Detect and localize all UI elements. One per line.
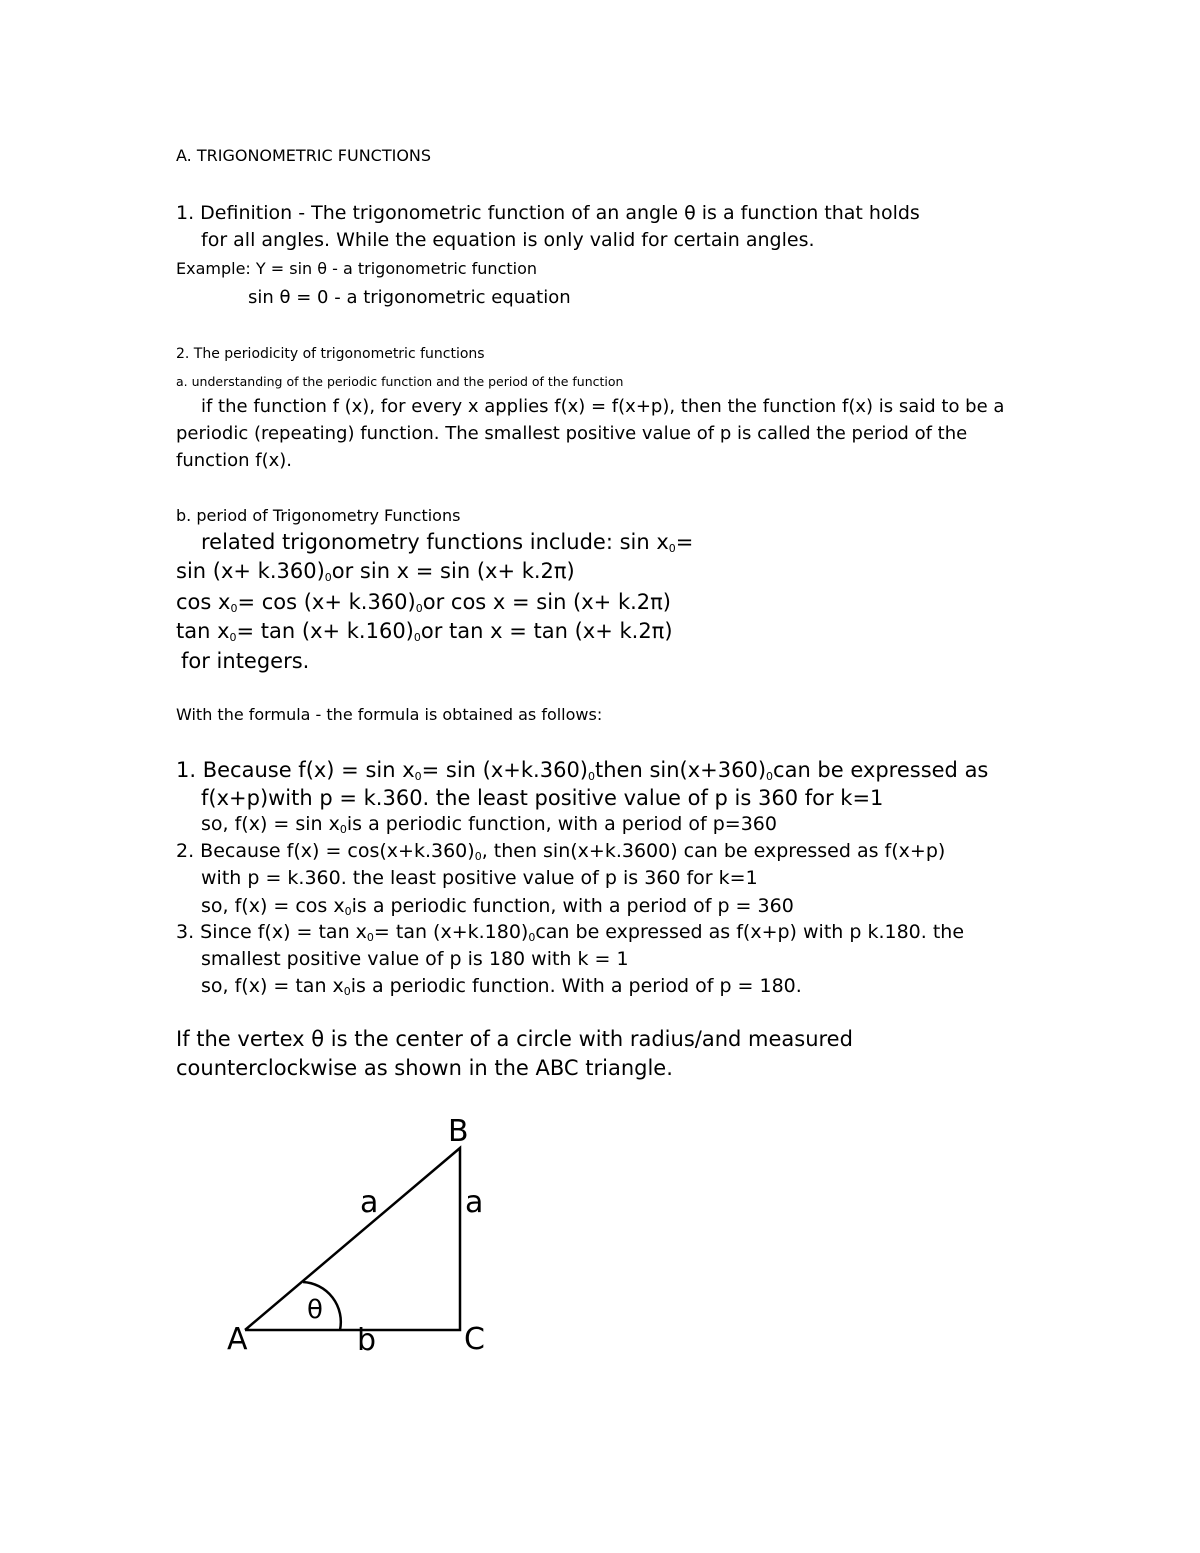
vertex-label-a: A xyxy=(227,1322,248,1357)
formula-item-1-line-3: so, $f(x) = \sin x_0is$ a periodic function, with a period of p=360 xyxy=(201,813,777,836)
related-functions-line-5: for integers. xyxy=(181,649,310,673)
example-line-2: sin θ = 0 - a trigonometric equation xyxy=(248,287,571,308)
definition-line-1: 1. Definition - The trigonometric function of an angle θ is a function that holds xyxy=(176,202,920,224)
formula-item-3-line-1: 3. Since $f(x) = \tan x_0= \tan (x+k.180)_0can$ be expressed as f(x+p) with p k.180. the xyxy=(176,921,965,944)
formula-item-3-line-2: smallest positive value of p is 180 with k = 1 xyxy=(201,948,629,970)
base-label: b xyxy=(357,1323,377,1358)
formula-item-2-line-3: so, $f(x) = \cos x_0is$ a periodic function, with a period of p = 360 xyxy=(201,895,794,918)
vertex-label-c: C xyxy=(464,1322,485,1357)
periodicity-heading: 2. The periodicity of trigonometric functions xyxy=(176,346,485,362)
angle-theta-label: θ xyxy=(307,1295,323,1325)
periodic-paragraph-line-2: periodic (repeating) function. The smallest positive value of p is called the period of the xyxy=(176,423,968,444)
related-functions-line-1: related trigonometry functions include: $\sin x_0=$ xyxy=(201,530,694,555)
formula-intro: With the formula - the formula is obtained as follows: xyxy=(176,705,603,724)
periodic-paragraph-line-3: function f(x). xyxy=(176,450,293,471)
definition-line-2: for all angles. While the equation is only valid for certain angles. xyxy=(201,229,815,251)
vertex-line-1: If the vertex θ is the center of a circle with radius/and measured xyxy=(176,1027,853,1051)
formula-item-1-line-2: f(x+p)with p = k.360. the least positive value of p is 360 for k=1 xyxy=(201,786,884,810)
section-title: A. TRIGONOMETRIC FUNCTIONS xyxy=(176,146,432,165)
periodicity-sub-a: a. understanding of the periodic function and the period of the function xyxy=(176,374,624,389)
related-functions-line-2: $\sin (x+ k.360)_0or$ sin x = sin (x+ k.2π) xyxy=(176,559,575,584)
hypotenuse-label: a xyxy=(360,1185,379,1220)
vertex-line-2: counterclockwise as shown in the ABC triangle. xyxy=(176,1056,673,1080)
related-functions-line-3: $\cos x_0= \cos (x+ k.360)_0or$ cos x = sin (x+ k.2π) xyxy=(176,590,671,615)
periodic-paragraph-line-1: if the function f (x), for every x applies f(x) = f(x+p), then the function f(x) is said to be a xyxy=(201,396,1005,417)
side-label: a xyxy=(465,1185,484,1220)
vertex-label-b: B xyxy=(448,1114,469,1149)
formula-item-3-line-3: so, $f(x) = \tan x_0is$ a periodic function. With a period of p = 180. xyxy=(201,975,802,998)
periodicity-sub-b: b. period of Trigonometry Functions xyxy=(176,506,461,525)
example-line-1: Example: Y = sin θ - a trigonometric function xyxy=(176,259,538,278)
related-functions-line-4: $\tan x_0= \tan (x+ k.160)_0or$ tan x = tan (x+ k.2π) xyxy=(176,619,673,644)
formula-item-1-line-1: 1. Because $f(x) = \sin x_0= \sin$ $(x+k.360)_0then$ $\sin(x+360)_0can$ be expressed as xyxy=(176,758,989,783)
triangle-outline xyxy=(245,1148,460,1330)
formula-item-2-line-2: with p = k.360. the least positive value of p is 360 for k=1 xyxy=(201,867,758,889)
formula-item-2-line-1: 2. Because $f(x) = \cos(x+k.360)_0$, then sin(x+k.3600) can be expressed as f(x+p) xyxy=(176,840,946,863)
